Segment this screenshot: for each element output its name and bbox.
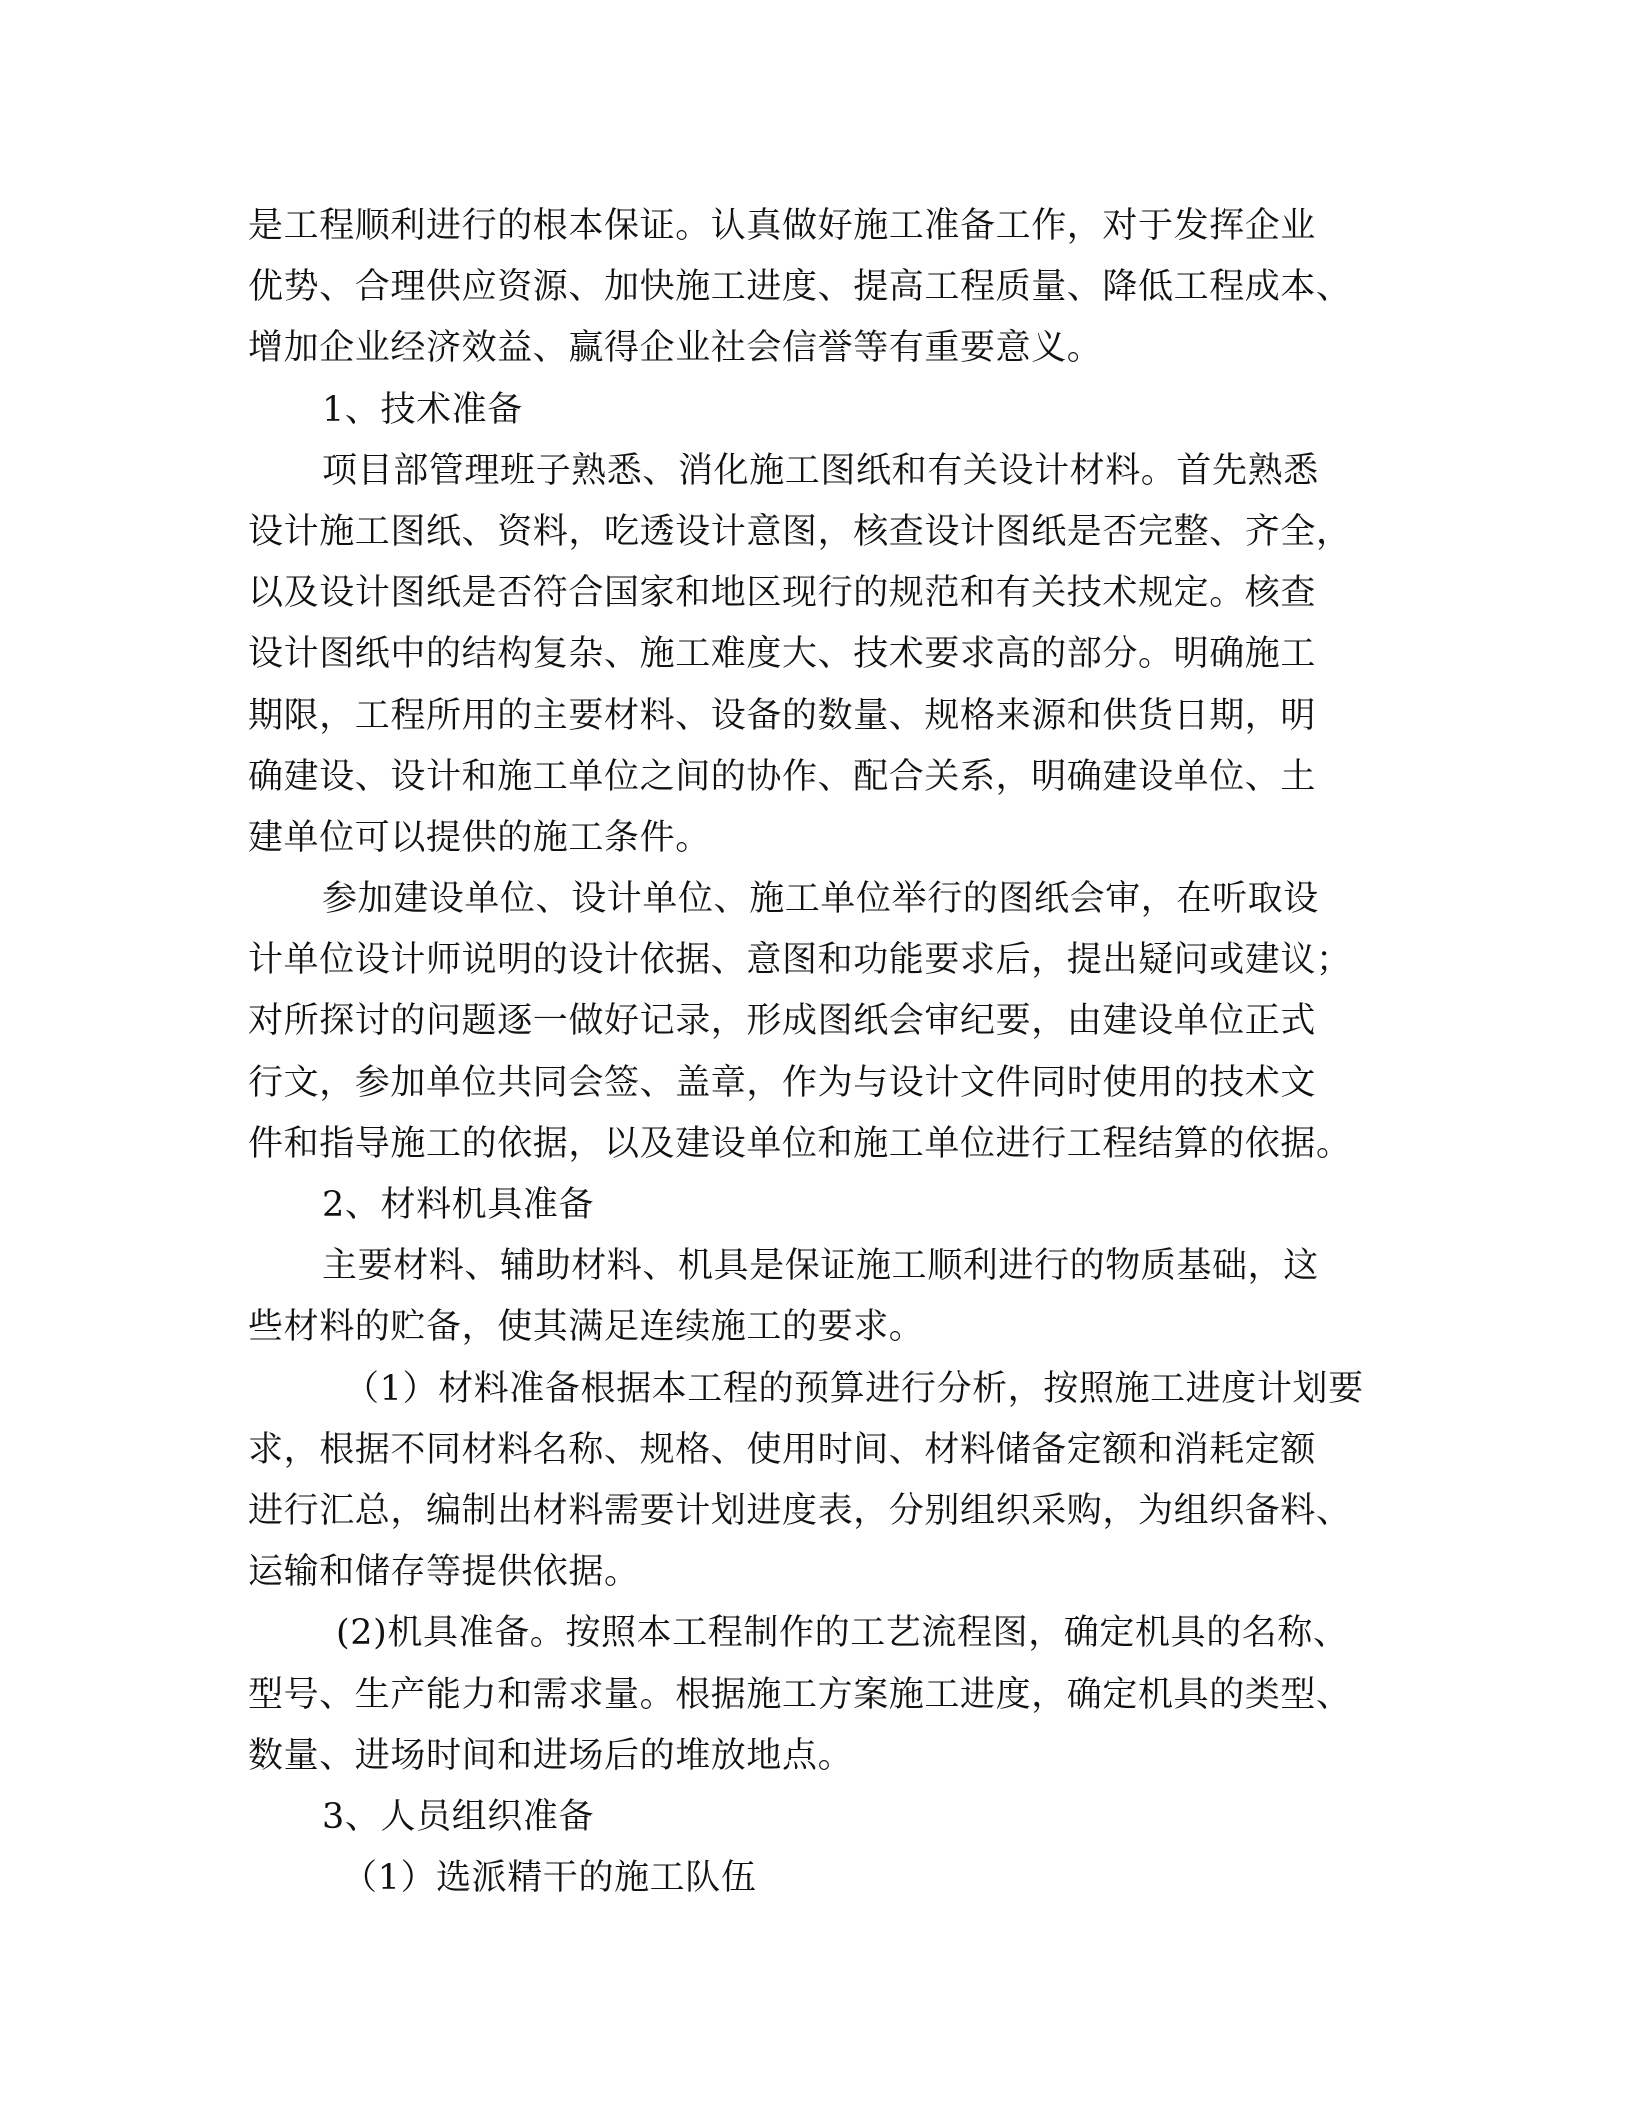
text-line: 运输和储存等提供依据。	[248, 1552, 640, 1593]
list-number: （1）	[342, 1858, 437, 1899]
text-line: 以及设计图纸是否符合国家和地区现行的规范和有关技术规定。核查	[248, 573, 1317, 614]
heading-number: 2	[322, 1185, 345, 1225]
text-line: 参加建设单位、设计单位、施工单位举行的图纸会审，在听取设	[322, 879, 1319, 920]
paragraph-materials-basis	[248, 1236, 1380, 1358]
text-line: 件和指导施工的依据，以及建设单位和施工单位进行工程结算的依据。	[248, 1123, 1352, 1164]
text-run: 机具准备。按照本工程制作的工艺流程图，确定机具的名称、	[387, 1613, 1349, 1654]
paragraph-material-preparation	[248, 1359, 1380, 1604]
text-line: 优势、合理供应资源、加快施工进度、提高工程质量、降低工程成本、	[248, 267, 1352, 308]
text-line: 求，根据不同材料名称、规格、使用时间、材料储备定额和消耗定额	[248, 1429, 1317, 1470]
heading-number: 1	[322, 389, 345, 430]
text-line: 对所探讨的问题逐一做好记录，形成图纸会审纪要，由建设单位正式	[248, 1001, 1317, 1042]
heading-number: 3	[322, 1796, 345, 1837]
list-number: （1）	[344, 1368, 439, 1409]
text-line: 主要材料、辅助材料、机具是保证施工顺利进行的物质基础，这	[322, 1246, 1319, 1287]
paragraph-equipment-preparation	[248, 1603, 1380, 1787]
text-line: 项目部管理班子熟悉、消化施工图纸和有关设计材料。首先熟悉	[322, 450, 1319, 491]
text-line	[248, 1359, 1380, 1420]
text-line: 型号、生产能力和需求量。根据施工方案施工进度，确定机具的类型、	[248, 1674, 1352, 1715]
list-number: (2)	[336, 1613, 388, 1654]
paragraph-drawings-review	[248, 441, 1380, 869]
section-heading-personnel	[248, 1787, 1380, 1848]
text-line: 确建设、设计和施工单位之间的协作、配合关系，明确建设单位、土	[248, 756, 1317, 797]
text-line: 些材料的贮备，使其满足连续施工的要求。	[248, 1307, 925, 1348]
text-line: 是工程顺利进行的根本保证。认真做好施工准备工作，对于发挥企业	[248, 206, 1317, 246]
text-line: 数量、进场时间和进场后的堆放地点。	[248, 1735, 854, 1776]
section-heading-technical-preparation	[248, 380, 1380, 441]
text-line: 设计图纸中的结构复杂、施工难度大、技术要求高的部分。明确施工	[248, 634, 1317, 675]
text-line: 进行汇总，编制出材料需要计划进度表，分别组织采购，为组织备料、	[248, 1490, 1352, 1531]
text-line: 行文，参加单位共同会签、盖章，作为与设计文件同时使用的技术文	[248, 1062, 1317, 1103]
text-line: 设计施工图纸、资料，吃透设计意图，核查设计图纸是否完整、齐全，	[248, 511, 1352, 552]
paragraph-team-selection	[248, 1848, 1380, 1909]
heading-title: 、材料机具准备	[344, 1185, 595, 1225]
text-run: 材料准备根据本工程的预算进行分析，按照施工进度计划要	[438, 1368, 1364, 1409]
paragraph-drawing-meeting	[248, 869, 1380, 1175]
text-run: 选派精干的施工队伍	[436, 1858, 757, 1899]
paragraph-intro	[248, 196, 1380, 380]
text-line	[248, 1603, 1380, 1664]
section-heading-materials-equipment	[248, 1175, 1380, 1236]
text-line: 期限，工程所用的主要材料、设备的数量、规格来源和供货日期，明	[248, 695, 1317, 736]
text-line: 建单位可以提供的施工条件。	[248, 817, 711, 858]
text-line: 计单位设计师说明的设计依据、意图和功能要求后，提出疑问或建议；	[248, 940, 1352, 981]
heading-title: 、技术准备	[344, 389, 523, 430]
text-line: 增加企业经济效益、赢得企业社会信誉等有重要意义。	[248, 328, 1103, 369]
heading-title: 、人员组织准备	[344, 1796, 595, 1837]
text-line	[248, 1848, 1380, 1909]
document-page	[248, 196, 1380, 1909]
